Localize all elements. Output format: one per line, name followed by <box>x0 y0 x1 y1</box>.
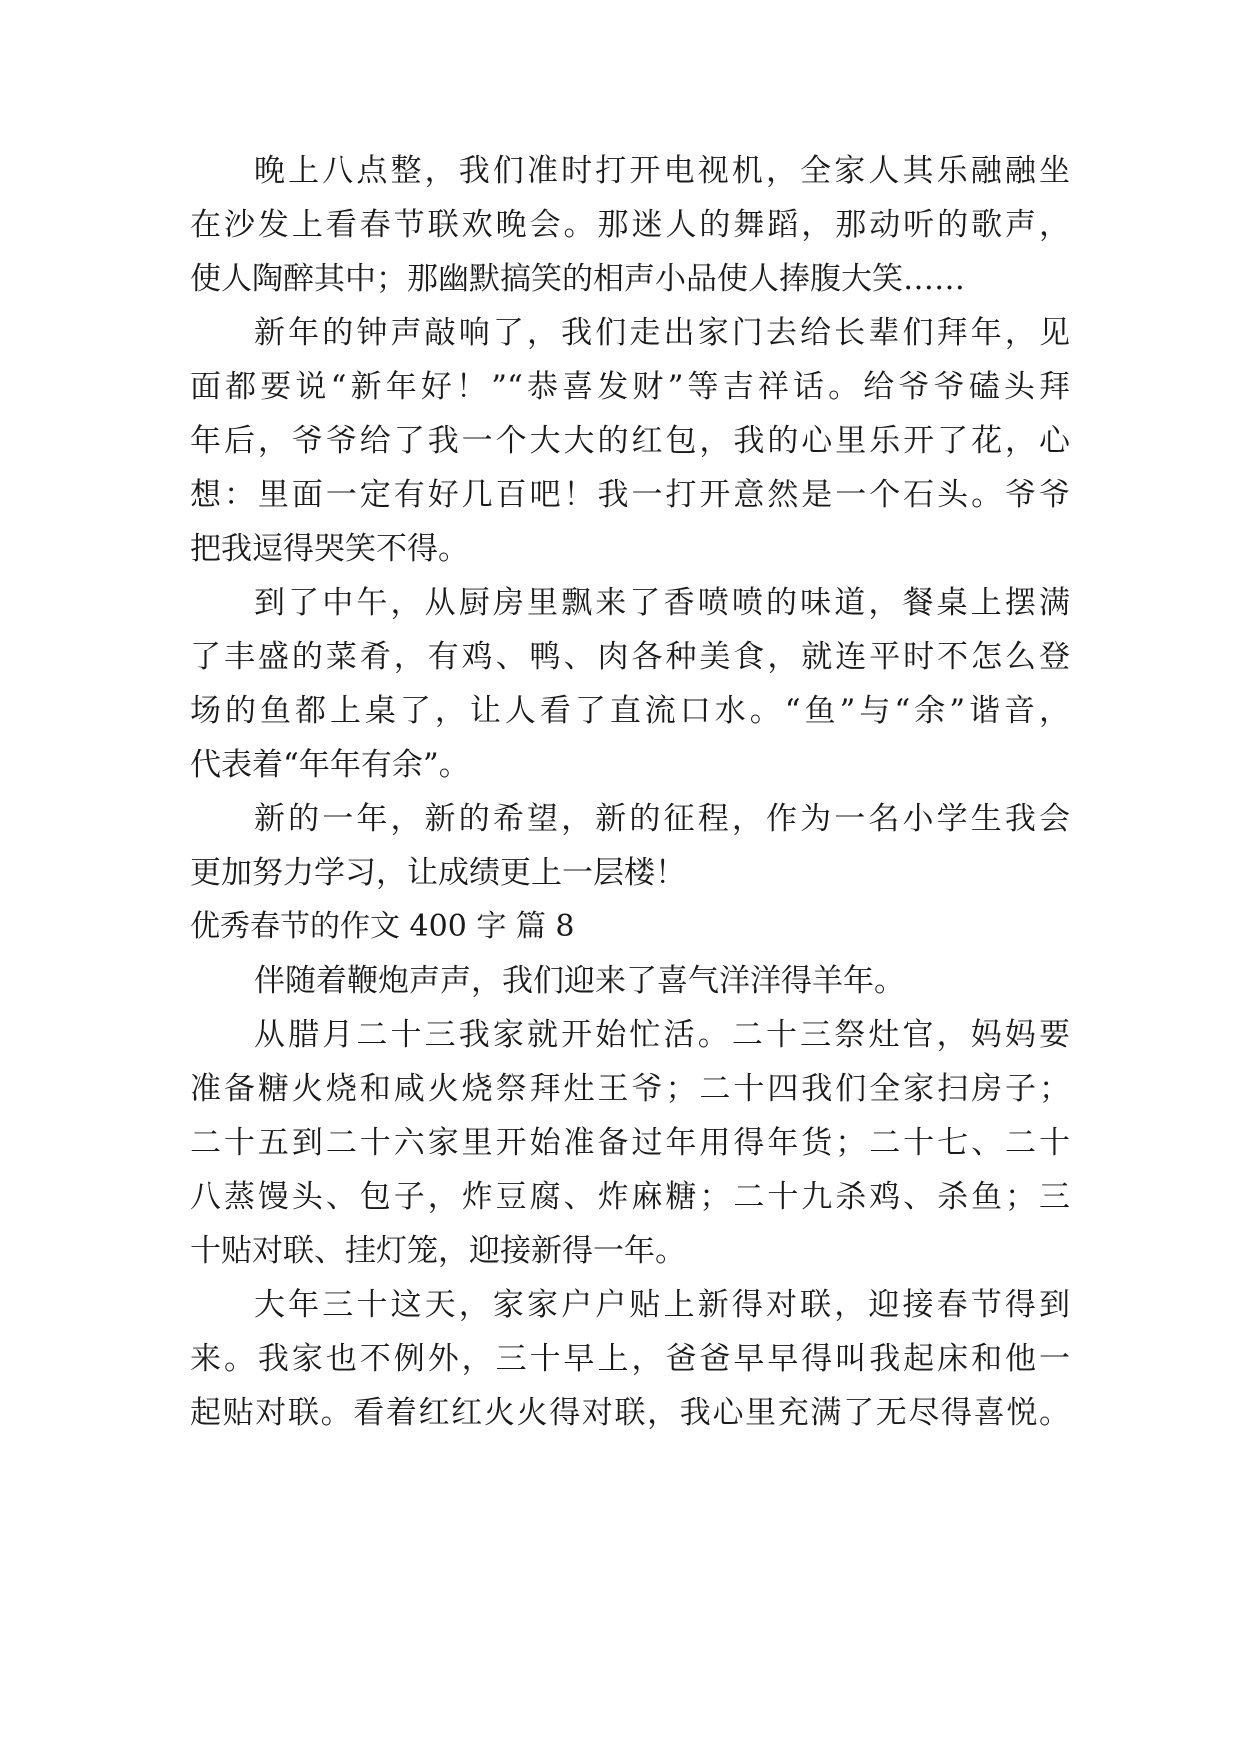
paragraph-line: 新的一年，新的希望，新的征程，作为一名小学生我会 <box>254 801 1070 837</box>
paragraph-line: 晚上八点整，我们准时打开电视机，全家人其乐融融坐 <box>254 153 1070 189</box>
paragraph-line: 更加努力学习，让成绩更上一层楼！ <box>190 855 686 891</box>
paragraph-line: 在沙发上看春节联欢晚会。那迷人的舞蹈，那动听的歌声， <box>190 207 1070 243</box>
paragraph-line: 新年的钟声敲响了，我们走出家门去给长辈们拜年，见 <box>254 315 1070 351</box>
paragraph-line: 了丰盛的菜肴，有鸡、鸭、肉各种美食，就连平时不怎么登 <box>190 639 1070 675</box>
paragraph-line: 把我逗得哭笑不得。 <box>190 531 469 567</box>
paragraph-line: 代表着“年年有余”。 <box>190 747 470 783</box>
paragraph-line: 年后，爷爷给了我一个大大的红包，我的心里乐开了花，心 <box>190 423 1070 459</box>
paragraph-line: 到了中午，从厨房里飘来了香喷喷的味道，餐桌上摆满 <box>254 585 1070 621</box>
paragraph-line: 想：里面一定有好几百吧！我一打开意然是一个石头。爷爷 <box>190 477 1070 513</box>
paragraph-line: 八蒸馒头、包子，炸豆腐、炸麻糖；二十九杀鸡、杀鱼；三 <box>190 1179 1070 1215</box>
paragraph-line: 伴随着鞭炮声声，我们迎来了喜气洋洋得羊年。 <box>254 963 905 999</box>
paragraph-line: 来。我家也不例外，三十早上，爸爸早早得叫我起床和他一 <box>190 1341 1070 1377</box>
paragraph-line: 大年三十这天，家家户户贴上新得对联，迎接春节得到 <box>254 1287 1070 1323</box>
paragraph-line: 使人陶醉其中；那幽默搞笑的相声小品使人捧腹大笑…… <box>190 261 965 297</box>
paragraph-line: 面都要说“新年好！”“恭喜发财”等吉祥话。给爷爷磕头拜 <box>190 369 1070 405</box>
paragraph-line: 起贴对联。看着红红火火得对联，我心里充满了无尽得喜悦。 <box>190 1395 1070 1431</box>
paragraph-line: 二十五到二十六家里开始准备过年用得年货；二十七、二十 <box>190 1125 1070 1161</box>
paragraph-line: 准备糖火烧和咸火烧祭拜灶王爷；二十四我们全家扫房子； <box>190 1071 1070 1107</box>
section-heading: 优秀春节的作文 400 字 篇 8 <box>190 909 575 944</box>
paragraph-line: 从腊月二十三我家就开始忙活。二十三祭灶官，妈妈要 <box>254 1017 1070 1053</box>
paragraph-line: 十贴对联、挂灯笼，迎接新得一年。 <box>190 1233 686 1269</box>
paragraph-line: 场的鱼都上桌了，让人看了直流口水。“鱼”与“余”谐音， <box>190 693 1070 729</box>
